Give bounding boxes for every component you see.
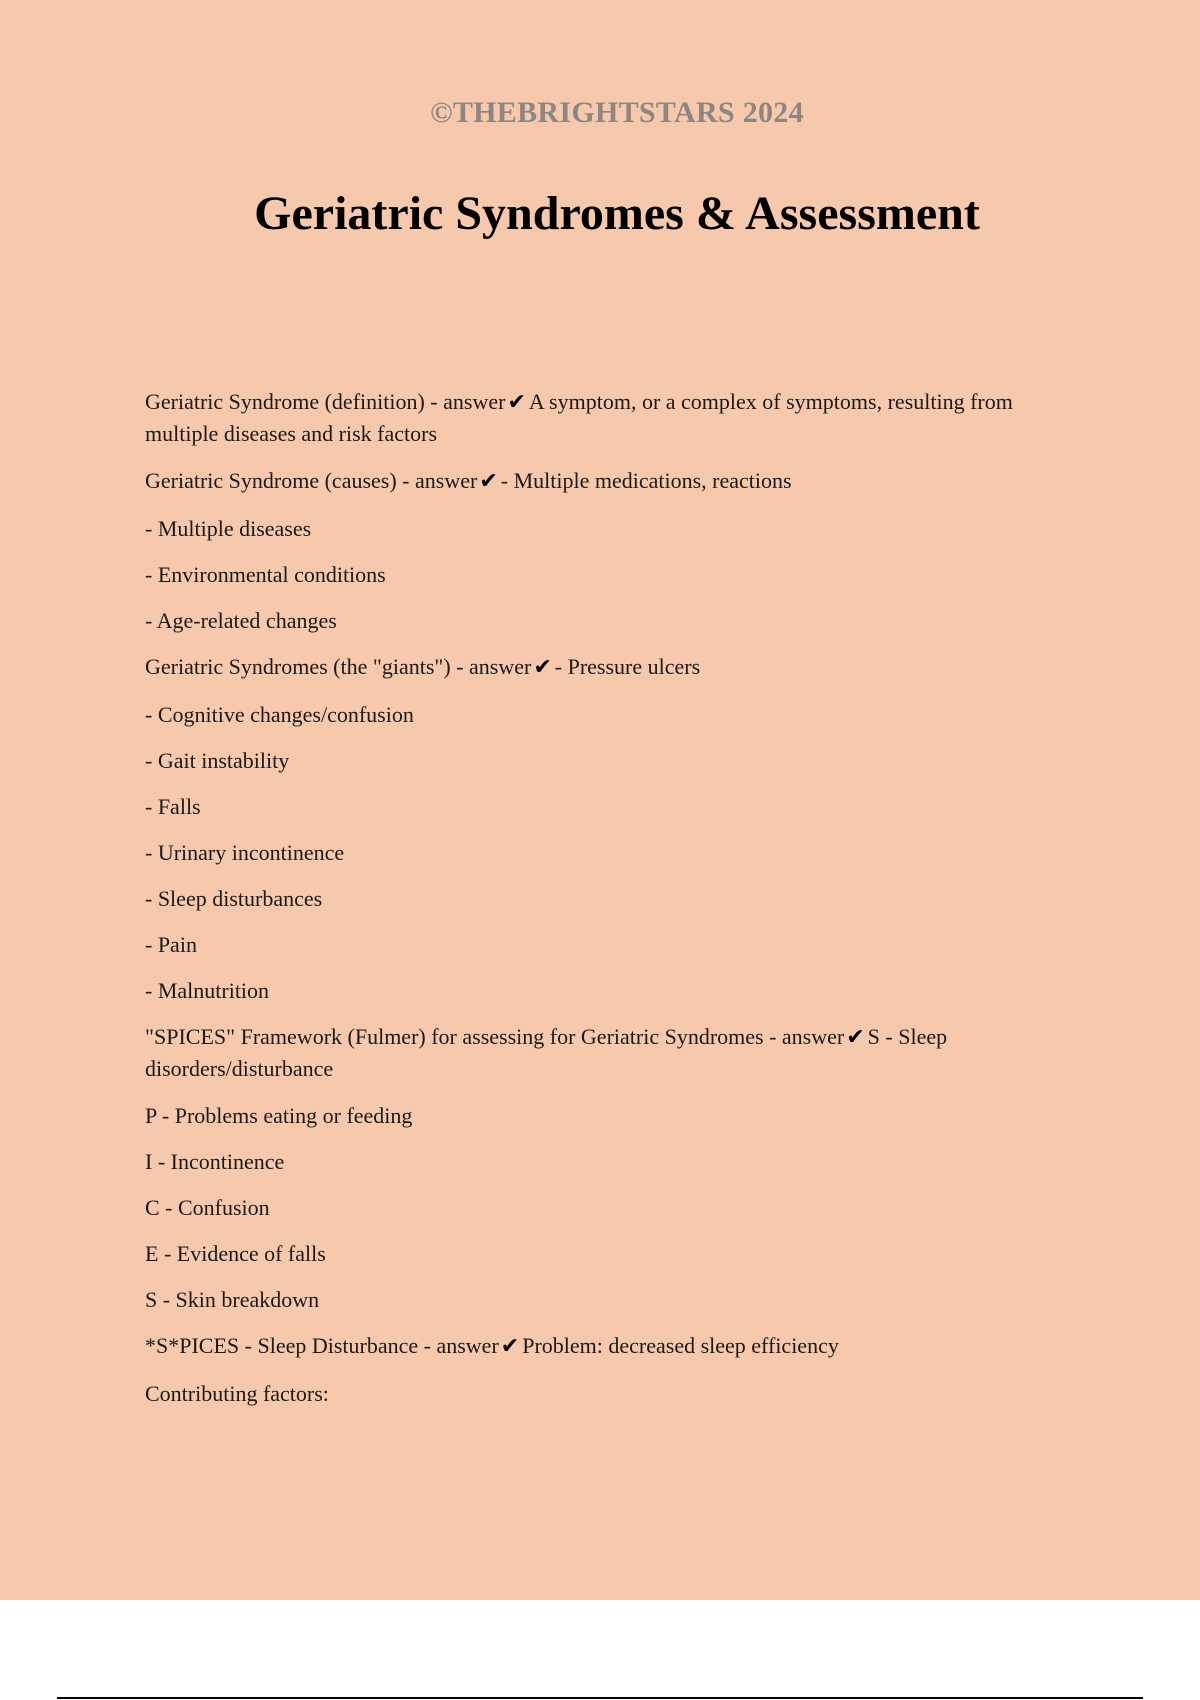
checkmark-icon: ✔ bbox=[507, 390, 526, 415]
list-item: E - Evidence of falls bbox=[145, 1241, 326, 1266]
checkmark-icon: ✔ bbox=[479, 469, 498, 494]
list-item: P - Problems eating or feeding bbox=[145, 1103, 413, 1128]
list-item: C - Confusion bbox=[145, 1195, 270, 1220]
flashcard-answer: - Multiple medications, reactions bbox=[500, 468, 792, 493]
list-item: - Gait instability bbox=[145, 748, 290, 773]
flashcard-entry bbox=[145, 1330, 1075, 1362]
flashcard-question: Geriatric Syndrome (definition) - answer bbox=[145, 389, 506, 414]
list-item: - Falls bbox=[145, 794, 201, 819]
list-item: - Multiple diseases bbox=[145, 516, 312, 541]
list-item: - Pain bbox=[145, 932, 197, 957]
list-item: I - Incontinence bbox=[145, 1149, 285, 1174]
flashcard-question: Geriatric Syndromes (the "giants") - answer bbox=[145, 654, 532, 679]
checkmark-icon: ✔ bbox=[533, 655, 552, 680]
flashcard-entry bbox=[145, 1021, 1075, 1084]
list-item: - Sleep disturbances bbox=[145, 886, 323, 911]
copyright-watermark: ©THEBRIGHTSTARS 2024 bbox=[430, 96, 804, 129]
list-item: - Malnutrition bbox=[145, 978, 270, 1003]
flashcard-entry bbox=[145, 465, 1075, 497]
flashcard-question: "SPICES" Framework (Fulmer) for assessing for Geriatric Syndromes - answer bbox=[145, 1024, 845, 1049]
list-item: - Cognitive changes/confusion bbox=[145, 702, 414, 727]
page-divider bbox=[57, 1697, 1143, 1699]
flashcard-list bbox=[145, 386, 1075, 1424]
flashcard-answer: Problem: decreased sleep efficiency bbox=[522, 1333, 839, 1358]
flashcard-entry bbox=[145, 651, 1075, 683]
list-item: S - Skin breakdown bbox=[145, 1287, 320, 1312]
document-title: Geriatric Syndromes & Assessment bbox=[254, 187, 980, 240]
flashcard-question: Geriatric Syndrome (causes) - answer bbox=[145, 468, 478, 493]
flashcard-answer: A symptom, or a complex of symptoms, resulting from multiple diseases and risk factors bbox=[145, 389, 1013, 446]
flashcard-entry bbox=[145, 386, 1075, 449]
checkmark-icon: ✔ bbox=[846, 1025, 865, 1050]
list-item: Contributing factors: bbox=[145, 1381, 329, 1406]
flashcard-answer: S - Sleep disorders/disturbance bbox=[145, 1024, 948, 1081]
checkmark-icon: ✔ bbox=[500, 1334, 520, 1359]
flashcard-answer: - Pressure ulcers bbox=[554, 654, 701, 679]
list-item: - Age-related changes bbox=[145, 608, 337, 633]
list-item: - Urinary incontinence bbox=[145, 840, 345, 865]
flashcard-question: *S*PICES - Sleep Disturbance - answer bbox=[145, 1333, 499, 1358]
list-item: - Environmental conditions bbox=[145, 562, 386, 587]
